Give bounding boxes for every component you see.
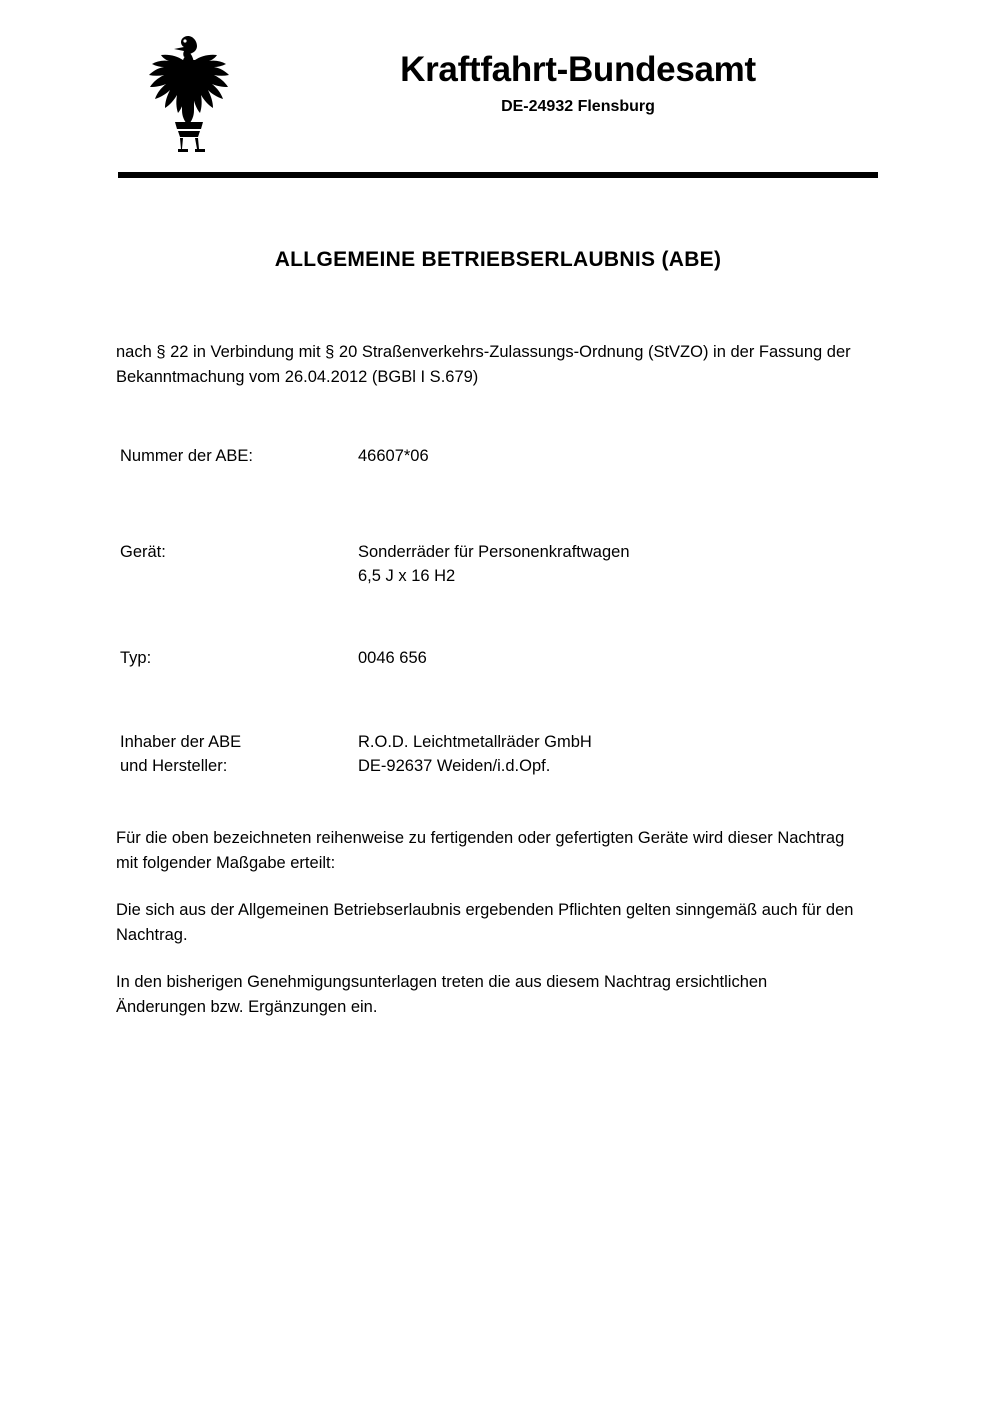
spacer xyxy=(120,468,880,540)
holder-label-line-2: und Hersteller: xyxy=(120,757,228,775)
spacer xyxy=(120,588,880,646)
holder-value xyxy=(358,730,880,778)
holder-value-line-1: R.O.D. Leichtmetallräder GmbH xyxy=(358,733,592,751)
device-value-line-2: 6,5 J x 16 H2 xyxy=(358,567,456,585)
holder-label-line-1: Inhaber der ABE xyxy=(120,733,242,751)
organization-location: DE-24932 Flensburg xyxy=(501,98,655,115)
field-row-type xyxy=(120,646,880,670)
legal-basis-paragraph: nach § 22 in Verbindung mit § 20 Straßenverkehrs-Zulassungs-Ordnung (StVZO) in der Fassung der Bekanntmachung vom 26.04.2012 (BGBl I S.679) xyxy=(116,343,851,386)
field-block xyxy=(120,444,880,778)
device-value-line-1: Sonderräder für Personenkraftwagen xyxy=(358,543,630,561)
header-divider xyxy=(118,172,878,178)
body-paragraph-1: Für die oben bezeichneten reihenweise zu fertigenden oder gefertigten Geräte wird dieser Nachtrag mit folgender Maßgabe erteilt: xyxy=(116,829,845,872)
type-value: 0046 656 xyxy=(358,649,427,667)
type-label: Typ: xyxy=(120,649,152,667)
device-label: Gerät: xyxy=(120,543,166,561)
body-text-block xyxy=(116,826,858,1020)
holder-value-line-2: DE-92637 Weiden/i.d.Opf. xyxy=(358,757,551,775)
field-row-abe-number xyxy=(120,444,880,468)
spacer xyxy=(120,670,880,730)
organization-name: Kraftfahrt-Bundesamt xyxy=(400,50,756,89)
abe-number-value: 46607*06 xyxy=(358,447,429,465)
field-row-device xyxy=(120,540,880,588)
device-value xyxy=(358,540,880,588)
holder-label xyxy=(120,730,358,778)
federal-eagle-emblem-icon xyxy=(128,30,250,158)
document-header xyxy=(118,26,878,146)
header-text-block xyxy=(278,50,878,117)
body-paragraph-2: Die sich aus der Allgemeinen Betriebserlaubnis ergebenden Pflichten gelten sinngemäß auch für den Nachtrag. xyxy=(116,901,854,944)
body-paragraph-3: In den bisherigen Genehmigungsunterlagen treten die aus diesem Nachtrag ersichtlichen Änderungen bzw. Ergänzungen ein. xyxy=(116,973,768,1016)
abe-number-label: Nummer der ABE: xyxy=(120,447,253,465)
page-title: ALLGEMEINE BETRIEBSERLAUBNIS (ABE) xyxy=(274,248,722,271)
field-row-holder xyxy=(120,730,880,778)
